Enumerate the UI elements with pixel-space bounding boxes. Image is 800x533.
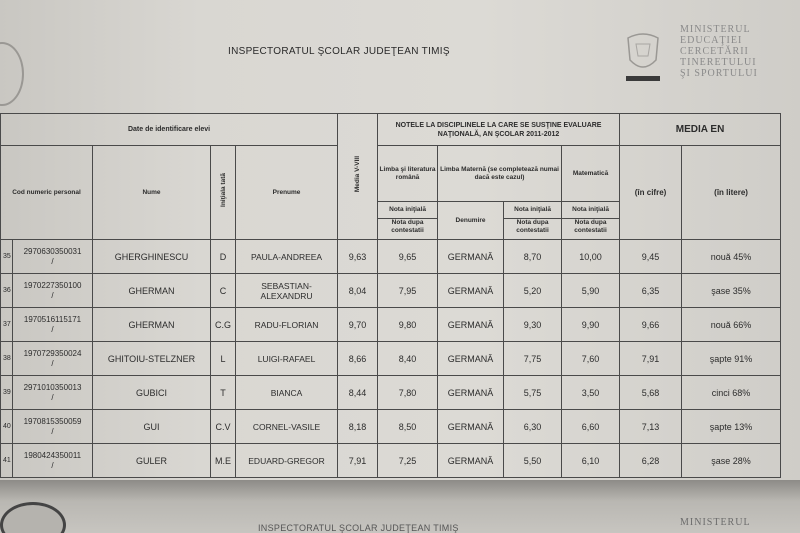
- ministry-line: ŞI SPORTULUI: [680, 68, 758, 79]
- media-cell: 9,63: [338, 240, 378, 274]
- surname-cell: GULER: [93, 444, 211, 478]
- initial-cell: D: [211, 240, 236, 274]
- initial-cell: C.V: [211, 410, 236, 444]
- cifre-column-header: (în cifre): [620, 146, 682, 240]
- romana-grade-cell: 7,95: [378, 274, 438, 308]
- cnp-column-header: Cod numeric personal: [1, 146, 93, 240]
- initial-column-label: Iniţiala tatã: [219, 173, 227, 207]
- average-number-cell: 9,45: [620, 240, 682, 274]
- language-name-cell: GERMANĂ: [438, 410, 504, 444]
- materna-grade-cell: 9,30: [504, 308, 562, 342]
- romana-grade-cell: 8,40: [378, 342, 438, 376]
- materna-grade-cell: 5,75: [504, 376, 562, 410]
- row-index: 35: [1, 240, 13, 274]
- average-number-cell: 7,13: [620, 410, 682, 444]
- cnp-value: 1970729350024: [23, 348, 82, 358]
- row-index: 39: [1, 376, 13, 410]
- firstname-cell: PAULA-ANDREEA: [236, 240, 338, 274]
- average-words-cell: şapte 91%: [682, 342, 781, 376]
- average-words-cell: şase 28%: [682, 444, 781, 478]
- ministry-line: CERCETĂRII: [680, 46, 749, 57]
- cnp-value: 1980424350011: [23, 450, 82, 460]
- average-words-cell: nouă 45%: [682, 240, 781, 274]
- surname-cell: GUI: [93, 410, 211, 444]
- name-column-header: Nume: [93, 146, 211, 240]
- materna-contest-label: Nota dupa contestatii: [516, 219, 549, 234]
- mate-grade-cell: 6,60: [562, 410, 620, 444]
- language-name-cell: GERMANĂ: [438, 308, 504, 342]
- table-row: [1, 444, 781, 478]
- average-words-cell: nouă 66%: [682, 308, 781, 342]
- cnp-value: 1970815350059: [23, 416, 82, 426]
- romana-grade-cell: 9,80: [378, 308, 438, 342]
- materna-initial-label: Nota iniţială: [504, 202, 561, 219]
- materna-column-header: Limba Maternă (se completează numai dacă este cazul): [438, 146, 562, 202]
- table-row: [1, 308, 781, 342]
- materna-grade-cell: 6,30: [504, 410, 562, 444]
- ministry-line: EDUCAŢIEI: [680, 35, 743, 46]
- cnp-slash: /: [51, 392, 54, 402]
- cnp-slash: /: [51, 358, 54, 368]
- average-number-cell: 9,66: [620, 308, 682, 342]
- media-cell: 8,18: [338, 410, 378, 444]
- cnp-slash: /: [51, 256, 54, 266]
- initial-cell: C: [211, 274, 236, 308]
- mate-grade-cell: 9,90: [562, 308, 620, 342]
- surname-cell: GHERMAN: [93, 274, 211, 308]
- row-index: 38: [1, 342, 13, 376]
- cnp-value: 2970630350031: [23, 246, 82, 256]
- romania-coat-of-arms-icon: [618, 30, 668, 84]
- average-words-cell: şase 35%: [682, 274, 781, 308]
- footer-title: INSPECTORATUL ŞCOLAR JUDEŢEAN TIMIŞ: [258, 523, 459, 533]
- table-row: [1, 342, 781, 376]
- mate-grade-cell: 6,10: [562, 444, 620, 478]
- language-name-cell: GERMANĂ: [438, 376, 504, 410]
- media-cell: 8,66: [338, 342, 378, 376]
- page-title: INSPECTORATUL ŞCOLAR JUDEŢEAN TIMIŞ: [228, 46, 450, 57]
- row-index: 41: [1, 444, 13, 478]
- table-row: [1, 240, 781, 274]
- initial-cell: T: [211, 376, 236, 410]
- romana-column-header: Limba şi literatura română: [378, 146, 438, 202]
- row-index: 40: [1, 410, 13, 444]
- footer-ministry: MINISTERUL: [680, 517, 751, 528]
- cnp-value: 1970516115171: [23, 314, 82, 324]
- romana-grade-cell: 9,65: [378, 240, 438, 274]
- surname-cell: GHERMAN: [93, 308, 211, 342]
- cnp-cell: [13, 240, 93, 274]
- media-column-header: [338, 114, 378, 240]
- cnp-value: 1970227350100: [23, 280, 82, 290]
- firstname-cell: RADU-FLORIAN: [236, 308, 338, 342]
- cnp-slash: /: [51, 460, 54, 470]
- mate-grade-cell: 7,60: [562, 342, 620, 376]
- firstname-cell: BIANCA: [236, 376, 338, 410]
- surname-cell: GUBICI: [93, 376, 211, 410]
- grades-group-header: NOTELE LA DISCIPLINELE LA CARE SE SUSŢINE EVALUARE NAŢIONALĂ, AN ŞCOLAR 2011-2012: [378, 114, 620, 146]
- media-cell: 9,70: [338, 308, 378, 342]
- average-words-cell: cinci 68%: [682, 376, 781, 410]
- cnp-slash: /: [51, 324, 54, 334]
- mate-contest-label: Nota dupa contestatii: [574, 219, 607, 234]
- average-number-cell: 6,35: [620, 274, 682, 308]
- materna-grade-cell: 8,70: [504, 240, 562, 274]
- average-group-header: MEDIA EN: [620, 114, 781, 146]
- cnp-value: 2971010350013: [23, 382, 82, 392]
- initial-cell: C.G: [211, 308, 236, 342]
- firstname-cell: SEBASTIAN-ALEXANDRU: [236, 274, 338, 308]
- media-cell: 7,91: [338, 444, 378, 478]
- table-row: [1, 410, 781, 444]
- cnp-slash: /: [51, 426, 54, 436]
- average-words-cell: şapte 13%: [682, 410, 781, 444]
- table-row: [1, 376, 781, 410]
- surname-cell: GHITOIU-STELZNER: [93, 342, 211, 376]
- media-column-label: Media V-VIII: [354, 155, 362, 193]
- romana-initial-label: Nota iniţială: [378, 202, 437, 219]
- language-name-cell: GERMANĂ: [438, 240, 504, 274]
- surname-cell: GHERGHINESCU: [93, 240, 211, 274]
- mate-initial-label: Nota iniţială: [562, 202, 619, 219]
- media-cell: 8,04: [338, 274, 378, 308]
- row-index: 36: [1, 274, 13, 308]
- initial-cell: L: [211, 342, 236, 376]
- mate-grade-cell: 5,90: [562, 274, 620, 308]
- firstname-cell: CORNEL-VASILE: [236, 410, 338, 444]
- cnp-slash: /: [51, 290, 54, 300]
- romana-grade-cell: 7,80: [378, 376, 438, 410]
- mate-grade-cell: 10,00: [562, 240, 620, 274]
- language-name-cell: GERMANĂ: [438, 274, 504, 308]
- materna-grade-cell: 7,75: [504, 342, 562, 376]
- romana-grade-cell: 8,50: [378, 410, 438, 444]
- ministry-line: MINISTERUL: [680, 24, 751, 35]
- table-row: [1, 274, 781, 308]
- average-number-cell: 7,91: [620, 342, 682, 376]
- litere-column-header: (în litere): [682, 146, 781, 240]
- average-number-cell: 6,28: [620, 444, 682, 478]
- firstname-cell: LUIGI-RAFAEL: [236, 342, 338, 376]
- ministry-name: [680, 24, 758, 79]
- row-index: 37: [1, 308, 13, 342]
- initial-column-header: [211, 146, 236, 240]
- cnp-cell: [13, 274, 93, 308]
- materna-grade-cell: 5,50: [504, 444, 562, 478]
- cnp-cell: [13, 342, 93, 376]
- mate-grade-cell: 3,50: [562, 376, 620, 410]
- denumire-column-header: Denumire: [438, 202, 504, 240]
- cnp-cell: [13, 444, 93, 478]
- identification-group-header: Date de identificare elevi: [1, 114, 338, 146]
- ministry-line: TINERETULUI: [680, 57, 757, 68]
- materna-grade-cell: 5,20: [504, 274, 562, 308]
- average-number-cell: 5,68: [620, 376, 682, 410]
- language-name-cell: GERMANĂ: [438, 444, 504, 478]
- cnp-cell: [13, 308, 93, 342]
- firstname-column-header: Prenume: [236, 146, 338, 240]
- grades-table: [0, 113, 781, 478]
- romana-grade-cell: 7,25: [378, 444, 438, 478]
- cnp-cell: [13, 410, 93, 444]
- firstname-cell: EDUARD-GREGOR: [236, 444, 338, 478]
- romana-contest-label: Nota dupa contestatii: [391, 219, 424, 234]
- language-name-cell: GERMANĂ: [438, 342, 504, 376]
- cnp-cell: [13, 376, 93, 410]
- media-cell: 8,44: [338, 376, 378, 410]
- matematica-column-header: Matematică: [562, 146, 620, 202]
- initial-cell: M.E: [211, 444, 236, 478]
- school-seal-icon: [0, 42, 24, 106]
